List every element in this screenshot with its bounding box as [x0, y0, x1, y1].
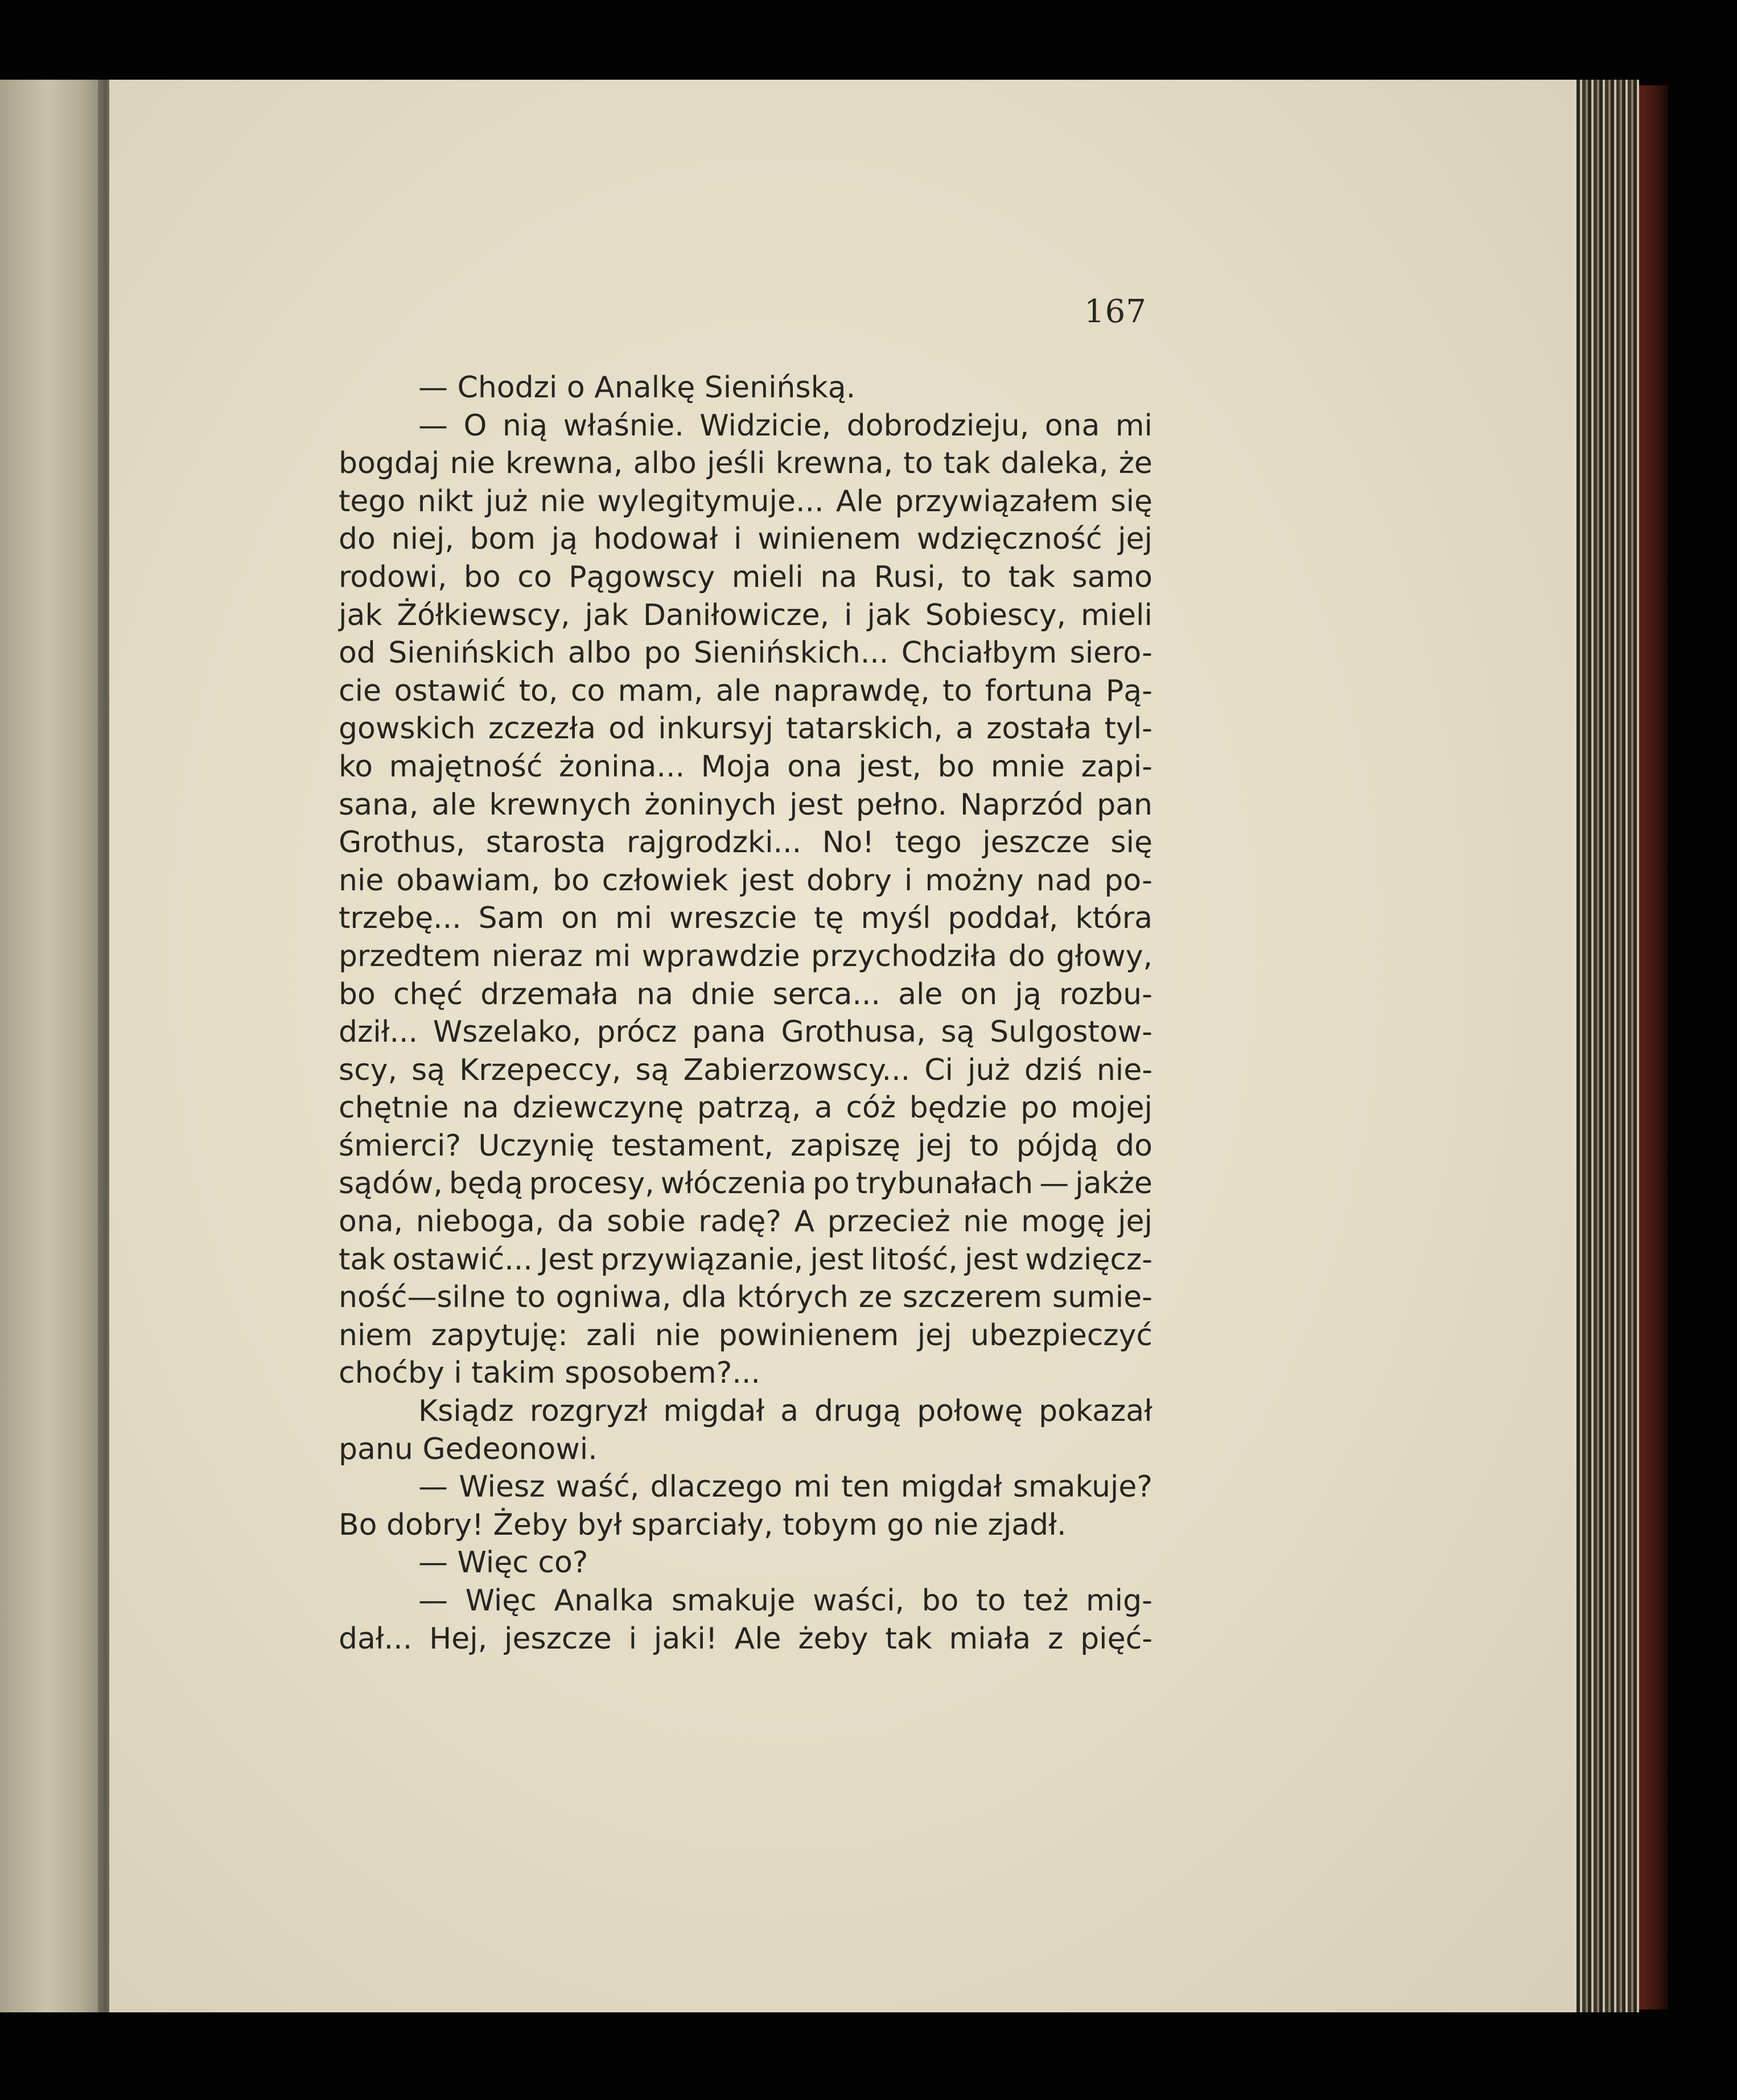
word: Grothus, — [339, 825, 466, 860]
word: smakuje? — [1012, 1470, 1152, 1505]
word: bo — [339, 977, 376, 1012]
word: bo — [552, 863, 590, 898]
word: że — [1118, 446, 1152, 481]
text-line — [339, 1620, 1152, 1658]
text-line — [339, 407, 1152, 445]
word: krewna, — [775, 446, 894, 481]
word: tę — [814, 901, 844, 936]
word: ona — [1044, 408, 1100, 443]
word: już — [485, 484, 528, 519]
word: po — [644, 636, 681, 671]
word: Moja — [701, 749, 771, 784]
word: pełno. — [855, 787, 948, 822]
word: nad — [1036, 863, 1092, 898]
previous-page-edge — [0, 80, 105, 2012]
word: rodowi, — [339, 560, 447, 594]
word: jeśli — [707, 446, 765, 481]
word: wprawdzie — [641, 939, 800, 973]
word: No! — [822, 825, 875, 860]
word: jaki! — [653, 1621, 718, 1656]
word: jak — [867, 598, 911, 632]
text-line — [339, 786, 1152, 824]
word: rozbu- — [1059, 977, 1152, 1012]
word: śmierci? — [339, 1128, 462, 1163]
word: Wszelako, — [433, 1015, 582, 1050]
word: to — [969, 1128, 999, 1163]
word: ją — [551, 522, 578, 557]
word: niem — [339, 1318, 413, 1353]
word: sądów, — [339, 1166, 443, 1201]
word: dnie — [691, 977, 755, 1012]
text-line — [339, 1392, 1152, 1431]
word: i — [628, 1621, 637, 1656]
text-line — [339, 634, 1152, 672]
text-line: panu Gedeonowi. — [339, 1432, 598, 1466]
text-line — [339, 483, 1152, 521]
text-line — [339, 597, 1152, 635]
word: cóż — [846, 1091, 896, 1125]
word: hodował — [593, 522, 718, 557]
word: to — [961, 560, 992, 594]
word: migdał — [900, 1470, 1002, 1505]
word: Żółkiewscy, — [397, 598, 570, 632]
word: pójdą — [1016, 1128, 1098, 1163]
word: dziewczynę — [512, 1091, 684, 1125]
word: zapiszę — [791, 1128, 901, 1163]
word: cie — [339, 673, 382, 708]
word: po — [812, 1166, 850, 1201]
text-line — [339, 1127, 1152, 1165]
word: mam, — [618, 673, 703, 708]
word: głowy, — [1056, 939, 1152, 973]
word: on — [960, 977, 998, 1012]
word: ność—silne — [339, 1280, 506, 1315]
word: krewna, — [505, 446, 623, 481]
text-line: — Więc co? — [418, 1546, 588, 1580]
word: naprawdę, — [773, 673, 930, 708]
word: Sobiescy, — [925, 598, 1067, 632]
text-line — [339, 672, 1152, 710]
word: bom — [470, 522, 536, 557]
word: ostawić — [394, 673, 507, 708]
word: waść, — [555, 1470, 640, 1505]
word: krewnych — [489, 787, 632, 822]
word: mi — [793, 1470, 830, 1505]
word: Hej, — [429, 1621, 488, 1656]
word: Jest — [539, 1242, 594, 1277]
word: Krzepeccy, — [459, 1053, 621, 1087]
word: nie — [339, 863, 384, 898]
word: mojej — [1071, 1091, 1152, 1125]
word: żoninych — [644, 787, 777, 822]
word: albo — [633, 446, 697, 481]
word: nie — [450, 446, 495, 481]
word: zali — [586, 1318, 637, 1353]
text-line — [339, 1051, 1152, 1090]
word: będą — [448, 1166, 523, 1201]
word: zapytuję: — [431, 1318, 568, 1353]
text-line — [339, 748, 1152, 786]
word: Ci — [924, 1053, 953, 1087]
word: poddał, — [948, 901, 1059, 936]
body-text — [339, 369, 1152, 1658]
word: Ale — [734, 1621, 781, 1656]
word: jej — [917, 1318, 952, 1353]
word: nie- — [1096, 1053, 1152, 1087]
word: i — [844, 598, 853, 632]
word: tak — [339, 1242, 386, 1277]
word: są — [941, 1015, 975, 1050]
word: inkursyj — [658, 712, 773, 746]
text-line — [339, 1013, 1152, 1051]
word: bo — [937, 749, 975, 784]
word: bo — [463, 560, 501, 594]
word: na — [462, 1091, 499, 1125]
word: patrzą, — [697, 1091, 801, 1125]
word: wdzięcz- — [1025, 1242, 1152, 1277]
word: migdał — [663, 1394, 765, 1429]
word: dziś — [1024, 1053, 1082, 1087]
word: chętnie — [339, 1091, 449, 1125]
word: drzemała — [480, 977, 619, 1012]
word: A — [794, 1205, 815, 1239]
word: przecież — [827, 1205, 950, 1239]
word: są — [635, 1053, 669, 1087]
text-line — [339, 899, 1152, 938]
word: pięć- — [1080, 1621, 1152, 1656]
word: z — [1048, 1621, 1064, 1656]
word: pana — [692, 1015, 766, 1050]
word: przychodziła — [810, 939, 998, 973]
text-line — [339, 824, 1152, 862]
word: sumie- — [1052, 1280, 1152, 1315]
word: siero- — [1069, 636, 1152, 671]
word: to, — [518, 673, 558, 708]
word: — — [418, 1584, 448, 1618]
word: Rusi, — [874, 560, 945, 594]
word: Widzicie, — [699, 408, 832, 443]
word: co — [570, 673, 606, 708]
word: sobie — [607, 1205, 686, 1239]
word: połowę — [917, 1394, 1023, 1429]
word: fortuna — [985, 673, 1093, 708]
text-line — [339, 1468, 1152, 1506]
word: i — [904, 863, 913, 898]
word: Analka — [554, 1584, 655, 1618]
word: ten — [841, 1470, 890, 1505]
word: mi — [594, 939, 631, 973]
word: jest — [740, 863, 795, 898]
word: nieraz — [492, 939, 583, 973]
word: przywiązałem — [895, 484, 1099, 519]
text-line — [339, 1165, 1152, 1203]
word: jakże — [1075, 1166, 1152, 1201]
word: Chciałbym — [901, 636, 1057, 671]
word: ubezpieczyć — [970, 1318, 1152, 1353]
word: nie — [540, 484, 586, 519]
word: jak — [339, 598, 382, 632]
text-line — [339, 445, 1152, 483]
text-line — [339, 1279, 1152, 1317]
word: tak — [943, 446, 991, 481]
word: radę? — [698, 1205, 781, 1239]
word: ko — [339, 749, 373, 784]
word: pan — [1097, 787, 1152, 822]
word: waści, — [813, 1584, 905, 1618]
word: gowskich — [339, 712, 476, 746]
word: dził... — [339, 1015, 418, 1050]
word: została — [986, 712, 1092, 746]
word: jest, — [858, 749, 921, 784]
word: to — [942, 673, 973, 708]
word: tego — [895, 825, 962, 860]
word: bogdaj — [339, 446, 440, 481]
word: jej — [917, 1128, 953, 1163]
word: ją — [1015, 977, 1042, 1012]
word: jej — [1118, 1205, 1152, 1239]
word: to — [516, 1280, 546, 1315]
word: do — [1008, 939, 1046, 973]
word: ogniwa, — [555, 1280, 672, 1315]
word: majętność — [389, 749, 543, 784]
word: ona, — [339, 1205, 404, 1239]
word: rajgrodzki... — [626, 825, 802, 860]
word: prócz — [596, 1015, 677, 1050]
word: też — [1023, 1584, 1069, 1618]
word: od — [339, 636, 376, 671]
word: dla — [681, 1280, 727, 1315]
word: żeby — [798, 1621, 869, 1656]
word: jeszcze — [504, 1621, 612, 1656]
word: obawiam, — [396, 863, 541, 898]
word: nie — [655, 1318, 701, 1353]
word: Wiesz — [459, 1470, 545, 1505]
word: dał... — [339, 1621, 413, 1656]
word: Więc — [465, 1584, 537, 1618]
word: zapi- — [1081, 749, 1152, 784]
word: nią — [502, 408, 548, 443]
word: dobry — [806, 863, 892, 898]
word: tyl- — [1104, 712, 1152, 746]
word: jest — [964, 1242, 1018, 1277]
word: Sulgostow- — [990, 1015, 1152, 1050]
word: Sienińskich... — [693, 636, 889, 671]
word: — — [418, 408, 448, 443]
word: smakuje — [671, 1584, 796, 1618]
word: będzie — [909, 1091, 1007, 1125]
word: trybunałach — [855, 1166, 1034, 1201]
word: rozgryzł — [529, 1394, 648, 1429]
word: Naprzód — [960, 787, 1084, 822]
word: tatarskich, — [786, 712, 943, 746]
word: są — [411, 1053, 446, 1087]
word: on — [561, 901, 598, 936]
text-line — [339, 1203, 1152, 1241]
word: jeszcze — [982, 825, 1090, 860]
word: sana, — [339, 787, 419, 822]
text-line: — Chodzi o Analkę Sienińską. — [418, 371, 856, 405]
word: scy, — [339, 1053, 397, 1087]
word: Pągowscy — [569, 560, 715, 594]
word: winienem — [758, 522, 902, 557]
word: wdzięczność — [916, 522, 1102, 557]
word: Grothusa, — [781, 1015, 926, 1050]
word: serca... — [772, 977, 880, 1012]
word: Ale — [835, 484, 883, 519]
word: których — [736, 1280, 849, 1315]
page-number: 167 — [1084, 293, 1147, 330]
word: ostawić... — [392, 1242, 533, 1277]
word: trzebę... — [339, 901, 462, 936]
word: na — [820, 560, 858, 594]
word: zczezła — [488, 712, 596, 746]
word: ze — [858, 1280, 892, 1315]
word: mnie — [990, 749, 1065, 784]
word: tego — [339, 484, 406, 519]
word: tak — [1008, 560, 1056, 594]
word: mi — [1115, 408, 1152, 443]
word: ale — [898, 977, 943, 1012]
word: — — [418, 1470, 448, 1505]
word: Pą- — [1105, 673, 1152, 708]
word: od — [608, 712, 646, 746]
word: wreszcie — [669, 901, 797, 936]
word: pokazał — [1039, 1394, 1152, 1429]
word: się — [1110, 825, 1152, 860]
text-line — [339, 1582, 1152, 1620]
word: drugą — [814, 1394, 902, 1429]
word: ale — [431, 787, 476, 822]
word: dlaczego — [650, 1470, 783, 1505]
word: Zabierzowscy... — [683, 1053, 911, 1087]
word: to — [903, 446, 933, 481]
text-line: Bo dobry! Żeby był sparciały, tobym go nie zjadł. — [339, 1507, 1067, 1542]
word: włóczenia — [660, 1166, 806, 1201]
text-line — [339, 976, 1152, 1014]
word: Daniłowicze, — [643, 598, 830, 632]
word: myśl — [861, 901, 931, 936]
word: nieboga, — [415, 1205, 545, 1239]
text-line — [339, 710, 1152, 748]
word: jej — [1118, 522, 1152, 557]
word: Uczynię — [478, 1128, 595, 1163]
word: miała — [949, 1621, 1031, 1656]
word: dobrodzieju, — [846, 408, 1030, 443]
text-line — [339, 520, 1152, 558]
text-line — [339, 1089, 1152, 1127]
word: procesy, — [529, 1166, 655, 1201]
word: chęć — [393, 977, 463, 1012]
word: co — [517, 560, 552, 594]
word: żonina... — [559, 749, 685, 784]
word: możny — [925, 863, 1024, 898]
word: a — [814, 1091, 833, 1125]
word: która — [1075, 901, 1152, 936]
word: wylegitymuje... — [597, 484, 824, 519]
word: mieli — [1080, 598, 1152, 632]
text-line — [339, 558, 1152, 597]
word: a — [956, 712, 974, 746]
text-line — [339, 938, 1152, 976]
word: to — [976, 1584, 1006, 1618]
text-line — [339, 862, 1152, 900]
word: ona — [787, 749, 842, 784]
word: Ksiądz — [418, 1394, 514, 1429]
word: się — [1110, 484, 1152, 519]
word: nikt — [417, 484, 474, 519]
word: powinienem — [718, 1318, 899, 1353]
word: testament, — [611, 1128, 773, 1163]
word: mi — [615, 901, 652, 936]
word: mogę — [1021, 1205, 1105, 1239]
book-cover-edge — [1639, 85, 1668, 2009]
word: mig- — [1086, 1584, 1152, 1618]
word: mieli — [731, 560, 804, 594]
word: starosta — [485, 825, 606, 860]
word: jest — [789, 787, 843, 822]
word: po — [1020, 1091, 1057, 1125]
word: szczerem — [902, 1280, 1043, 1315]
word: da — [557, 1205, 594, 1239]
word: człowiek — [602, 863, 728, 898]
word: albo — [567, 636, 631, 671]
word: na — [636, 977, 673, 1012]
word: jest — [810, 1242, 864, 1277]
page-edges — [1577, 80, 1639, 2012]
word: nie — [963, 1205, 1009, 1239]
word: przywiązanie, — [600, 1242, 804, 1277]
word: samo — [1072, 560, 1152, 594]
text-line: choćby i takim sposobem?... — [339, 1356, 760, 1391]
word: daleka, — [1001, 446, 1109, 481]
word: już — [968, 1053, 1010, 1087]
text-line — [339, 1317, 1152, 1355]
word: do — [1116, 1128, 1152, 1163]
word: przedtem — [339, 939, 481, 973]
word: jak — [585, 598, 628, 632]
word: litość, — [870, 1242, 958, 1277]
word: Sienińskich — [388, 636, 555, 671]
word: po- — [1104, 863, 1152, 898]
word: bo — [921, 1584, 959, 1618]
text-line — [339, 1241, 1152, 1279]
word: i — [734, 522, 742, 557]
word: tak — [885, 1621, 932, 1656]
word: Sam — [478, 901, 545, 936]
word: ale — [715, 673, 761, 708]
word: — — [1039, 1166, 1069, 1201]
word: właśnie. — [563, 408, 684, 443]
word: niej, — [391, 522, 454, 557]
word: do — [339, 522, 376, 557]
word: O — [463, 408, 487, 443]
word: a — [780, 1394, 798, 1429]
